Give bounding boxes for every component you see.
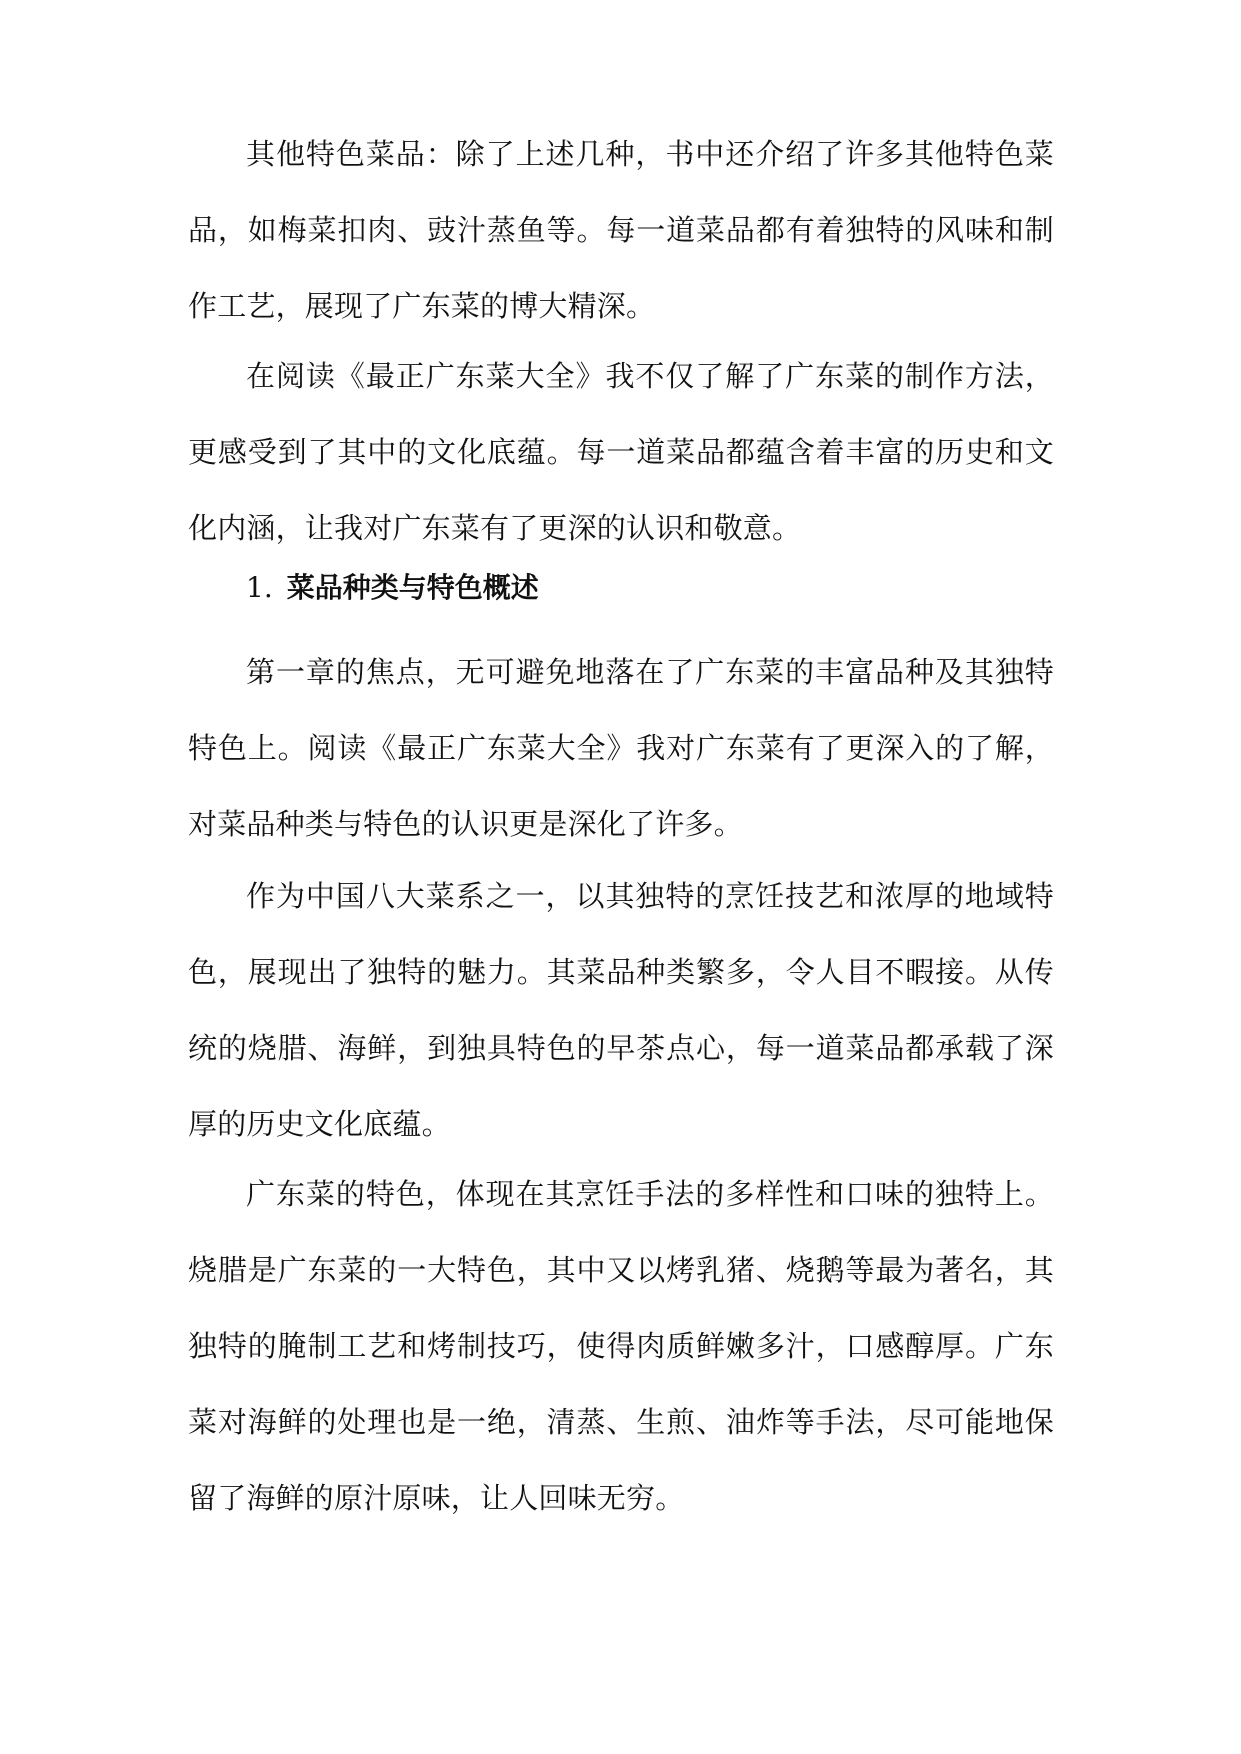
paragraph-reading-reflection: 在阅读《最正广东菜大全》我不仅了解了广东菜的制作方法，更感受到了其中的文化底蕴。每一道菜品都蕴含着丰富的历史和文化内涵，让我对广东菜有了更深的认识和敬意。 — [188, 359, 1054, 545]
section-number: 1. — [246, 571, 273, 604]
section-title: 菜品种类与特色概述 — [286, 571, 539, 604]
paragraph-eight-cuisines: 作为中国八大菜系之一，以其独特的烹饪技艺和浓厚的地域特色，展现出了独特的魅力。其菜品种类繁多，令人目不暇接。从传统的烧腊、海鲜，到独具特色的早茶点心，每一道菜品都承载了深厚的历史文化底蕴。 — [188, 879, 1054, 1141]
paragraph-cooking-features: 广东菜的特色，体现在其烹饪手法的多样性和口味的独特上。烧腊是广东菜的一大特色，其中又以烤乳猪、烧鹅等最为著名，其独特的腌制工艺和烤制技巧，使得肉质鲜嫩多汁，口感醇厚。广东菜对海鲜的处理也是一绝，清蒸、生煎、油炸等手法，尽可能地保留了海鲜的原汁原味，让人回味无穷。 — [188, 1177, 1054, 1515]
paragraph-chapter-focus: 第一章的焦点，无可避免地落在了广东菜的丰富品种及其独特特色上。阅读《最正广东菜大全》我对广东菜有了更深入的了解，对菜品种类与特色的认识更是深化了许多。 — [188, 655, 1054, 841]
section-heading — [246, 568, 539, 608]
paragraph-other-dishes: 其他特色菜品：除了上述几种，书中还介绍了许多其他特色菜品，如梅菜扣肉、豉汁蒸鱼等。每一道菜品都有着独特的风味和制作工艺，展现了广东菜的博大精深。 — [188, 137, 1054, 323]
